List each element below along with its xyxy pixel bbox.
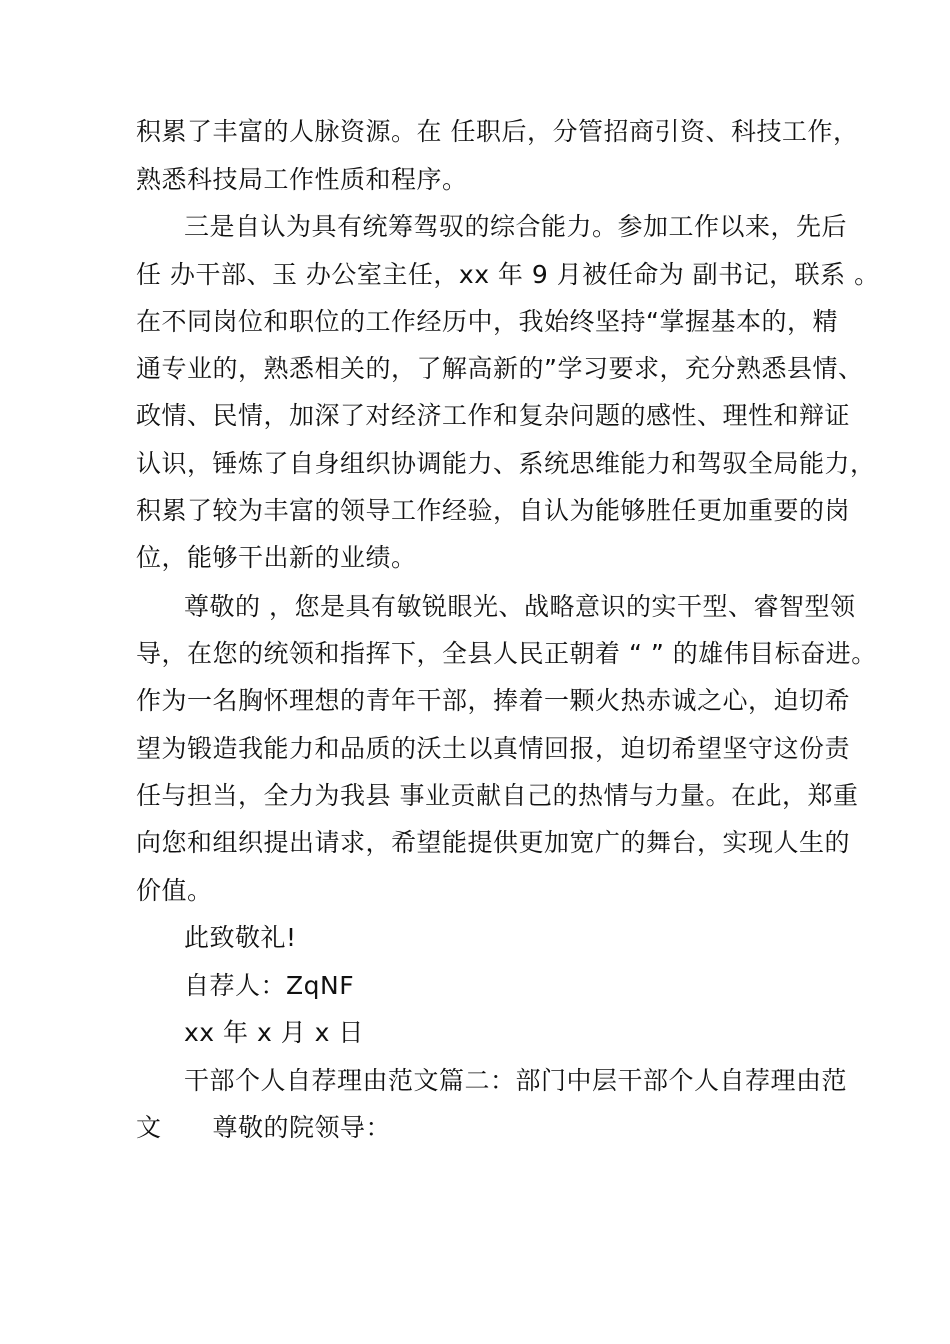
paragraph-start: 尊敬的 ，您是具有敏锐眼光、战略意识的实干型、睿智型领	[184, 592, 856, 621]
text-line: 政情、民情，加深了对经济工作和复杂问题的感性、理性和辩证	[136, 401, 851, 430]
closing-salutation: 此致敬礼!	[184, 923, 297, 952]
text-line: 熟悉科技局工作性质和程序。	[136, 165, 468, 194]
text-line: 导，在您的统领和指挥下，全县人民正朝着 “ ” 的雄伟目标奋进。	[136, 639, 877, 668]
text-line: 认识，锤炼了自身组织协调能力、系统思维能力和驾驭全局能力，	[136, 449, 876, 478]
text-line: 积累了较为丰富的领导工作经验，自认为能够胜任更加重要的岗	[136, 496, 851, 525]
text-line: 向您和组织提出请求，希望能提供更加宽广的舞台，实现人生的	[136, 828, 851, 857]
text-line: 望为锻造我能力和品质的沃土以真情回报，迫切希望坚守这份责	[136, 734, 851, 763]
text-line: 在不同岗位和职位的工作经历中，我始终坚持“掌握基本的，精	[136, 307, 838, 336]
signature-line: 自荐人：ZqNF	[184, 971, 355, 1000]
text-line: 作为一名胸怀理想的青年干部，捧着一颗火热赤诚之心，迫切希	[136, 686, 851, 715]
text-line: 积累了丰富的人脉资源。在 任职后，分管招商引资、科技工作，	[136, 117, 859, 146]
text-line: 位，能够干出新的业绩。	[136, 543, 417, 572]
text-line: 文 尊敬的院领导：	[136, 1113, 392, 1142]
section-heading: 干部个人自荐理由范文篇二：部门中层干部个人自荐理由范	[184, 1066, 848, 1095]
text-line: 通专业的，熟悉相关的，了解高新的”学习要求，充分熟悉县情、	[136, 354, 864, 383]
paragraph-start: 三是自认为具有统筹驾驭的综合能力。参加工作以来，先后	[184, 212, 848, 241]
date-line: xx 年 x 月 x 日	[184, 1018, 364, 1047]
text-line: 价值。	[136, 876, 213, 905]
text-line: 任与担当，全力为我县 事业贡献自己的热情与力量。在此，郑重	[136, 781, 859, 810]
text-line: 任 办干部、玉 办公室主任，xx 年 9 月被任命为 副书记，联系 。	[136, 260, 880, 289]
